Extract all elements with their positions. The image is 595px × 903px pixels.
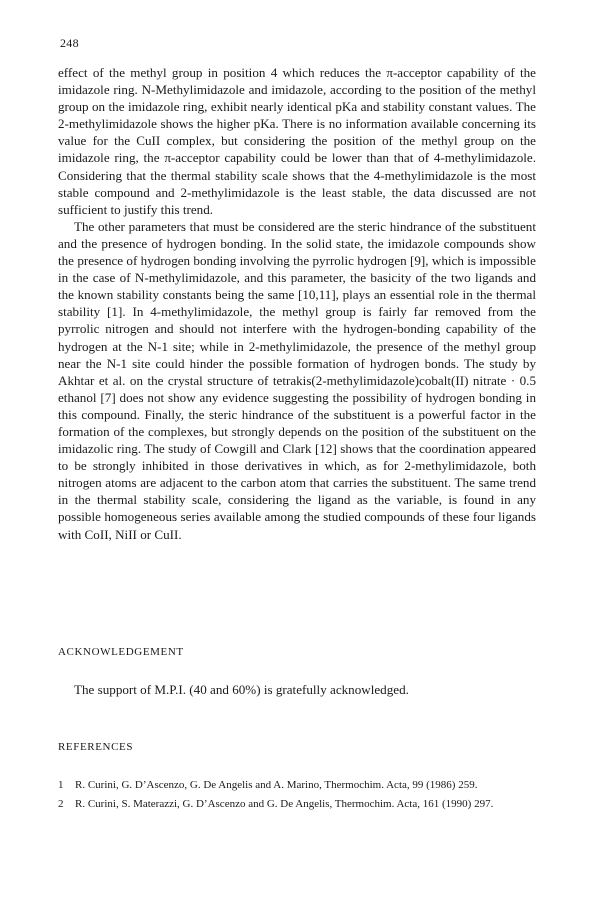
acknowledgement-heading: ACKNOWLEDGEMENT — [58, 646, 184, 658]
reference-list — [58, 778, 540, 816]
reference-item — [58, 778, 540, 792]
reference-text: R. Curini, G. D’Ascenzo, G. De Angelis and A. Marino, Thermochim. Acta, 99 (1986) 259. — [75, 779, 478, 791]
page-number: 248 — [60, 36, 79, 50]
reference-item — [58, 797, 540, 811]
references-heading: REFERENCES — [58, 741, 134, 753]
reference-number: 1 — [58, 779, 64, 791]
paragraph: effect of the methyl group in position 4 which reduces the π-acceptor capability of the imidazole ring. N-Methylimidazole and imidazole, according to the position of the methyl group on the imidazole ring, exhibit nearly identical pKa and stability constant values. The 2-methylimidazole shows the higher pKa. There is no information available concerning its value for the CuII complex, but considering the position of the methyl group on the imidazole ring, the π-acceptor capability could be lower than that of 4-methylimidazole. Considering that the thermal stability scale shows that the 4-methylimidazole is the most stable compound and 2-methylimidazole is the least stable, the data discussed are not sufficient to justify this trend. — [58, 65, 536, 217]
reference-text: R. Curini, S. Materazzi, G. D’Ascenzo and G. De Angelis, Thermochim. Acta, 161 (1990) 297. — [75, 798, 494, 811]
body-text — [58, 64, 536, 543]
paragraph: The other parameters that must be considered are the steric hindrance of the substituent and the presence of hydrogen bonding. In the solid state, the imidazole compounds show the presence of hydrogen bonding involving the pyrrolic hydrogen [9], which is impossible in the case of N-methylimidazole, and this parameter, the basicity of the two ligands and the known stability constants being the same [10,11], plays an essential role in the thermal stability [1]. In 4-methylimidazole, the methyl group is fairly far removed from the pyrrolic nitrogen and should not interfere with the hydrogen-bonding capability of the hydrogen at the N-1 site; while in 2-methylimidazole, the presence of the methyl group near the N-1 site could hinder the possible formation of hydrogen bonds. The study by Akhtar et al. on the crystal structure of tetrakis(2-methylimidazole)cobalt(II) nitrate · 0.5 ethanol [7] does not show any evidence suggesting the possibility of hydrogen bonding in this compound. Finally, the steric hindrance of the substituent is a powerful factor in the formation of the complexes, but strongly depends on the position of the substituent on the imidazolic ring. The study of Cowgill and Clark [12] shows that the coordination appeared to be strongly inhibited in those derivatives in which, as for 2-methylimidazole, both nitrogen atoms are adjacent to the carbon atom that carries the substituent. The same trend in the thermal stability scale, considering the ligand as the variable, is found in any possible homogeneous series available among the studied compounds of these four ligands with CoII, NiII or CuII. — [58, 218, 536, 542]
reference-number: 2 — [58, 798, 64, 811]
acknowledgement-text: The support of M.P.I. (40 and 60%) is gratefully acknowledged. — [74, 682, 409, 697]
